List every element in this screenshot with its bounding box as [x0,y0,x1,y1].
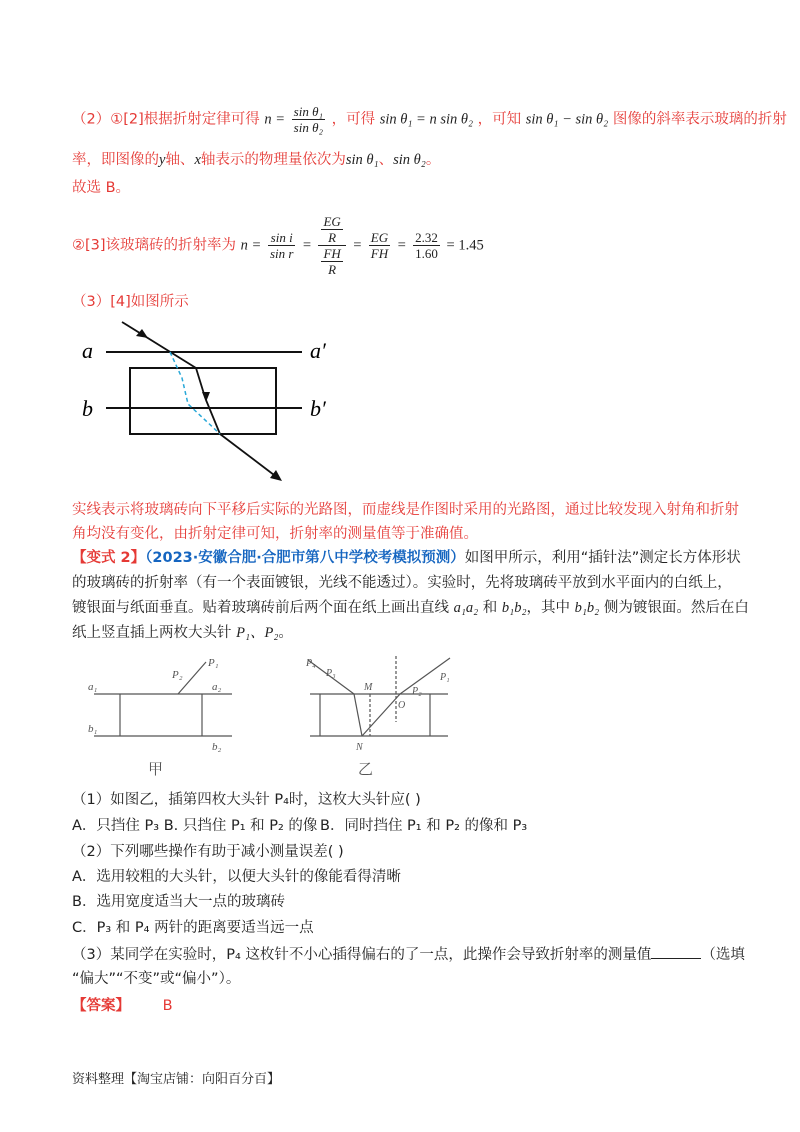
svg-text:O: O [398,700,406,711]
question-2: （2）下列哪些操作有助于减小测量误差( ) [72,844,344,860]
q3-answer-blank [651,944,701,959]
glass-block [130,368,276,434]
svg-text:N: N [356,742,363,753]
label-a-prime: a′ [310,338,326,363]
fraction-eg-fh: $\frac{EG}{FH}$ [370,230,389,261]
refraction-diagram [70,318,330,490]
answer-row [72,996,173,1016]
figure-yi [300,652,460,778]
figure-jia [84,652,244,778]
explain-line-1: 实线表示将玻璃砖向下平移后实际的光路图，而虚线是作图时采用的光路图，通过比较发现入射角和折射 [72,502,739,518]
label-a: a [82,338,93,363]
q1-option-b: B．同时挡住 P₁ 和 P₂ 的像和 P₃ [320,818,528,834]
fraction-values: $\frac{2.32}{1.60}$ [415,230,438,261]
svg-text:P₂: P₂ [172,669,183,681]
svg-text:P₂: P₂ [412,686,422,697]
q2-option-c: C．P₃ 和 P₄ 两针的距离要适当远一点 [72,920,314,936]
dashed-construction-ray [170,352,220,434]
fraction-compound: $\frac{\frac{EG}{R}}{\frac{FH}{R}}$ [318,214,345,277]
explain-line-2: 角均没有变化，由折射定律可知，折射率的测量值等于准确值。 [72,526,478,542]
answer-index-line: ②[3]该玻璃砖的折射率为 n = $\frac{\text{sin i}}{\text{sin r}}$ = $\frac{\frac{EG}{R}}{\frac{FH}{R}}$ = $\frac{EG}{FH}$ = $\frac{2.32}{1.60}$ = 1.45 [72,214,484,277]
svg-text:a₂: a₂ [212,681,222,693]
svg-text:P₃: P₃ [326,668,336,679]
q2-option-a: A．选用较粗的大头针，以便大头针的像能看得清晰 [72,869,401,885]
variant-line-2: 的玻璃砖的折射率（有一个表面镀银，光线不能透过）。实验时，先将玻璃砖平放到水平面内的白纸上， [72,575,732,591]
formula-n: n = [264,111,286,128]
svg-text:b₂: b₂ [212,741,222,753]
incident-ray [122,322,196,368]
answer-line-1: （2）①[2]根据折射定律可得 n = $\frac{\text{sin θ₁}}{\text{sin θ₂}}$ ，可得 sin θ₁ = n sin θ₂ ，可知 sin θ₁ − sin θ₂ 图像的斜率表示玻璃的折射 [72,104,787,135]
question-3-line-2: “偏大”“不变”或“偏小”）。 [72,971,241,987]
svg-text:b₁: b₁ [88,723,98,735]
fraction-sin-ratio: $\frac{\text{sin θ₁}}{\text{sin θ₂}}$ [293,104,323,135]
svg-text:M: M [364,682,373,693]
formula-graph: sin θ₁ − sin θ₂ [525,111,609,128]
formula-snell: sin θ₁ = n sin θ₂ [379,111,474,128]
variant-source: （2023·安徽合肥·合肥市第八中学校考模拟预测） [145,550,465,566]
answer-line-2: 率，即图像的y轴、x轴表示的物理量依次为sin θ₁、sin θ₂。 [72,152,441,168]
answer-tag: 【答案】 [72,998,130,1014]
arrow-emergent [270,470,282,481]
svg-text:P₄: P₄ [306,658,316,669]
answer-choose: 故选 B。 [72,180,131,196]
page-footer: 资料整理【淘宝店铺：向阳百分百】 [72,1072,281,1087]
q1-option-a: A．只挡住 P₃ B. 只挡住 P₁ 和 P₂ 的像 [72,818,318,834]
arrow-incident [136,329,148,338]
svg-text:a₁: a₁ [88,681,98,693]
variant-line-1: 【变式 2】（2023·安徽合肥·合肥市第八中学校考模拟预测）如图甲所示，利用“插针法”测定长方体形状 [72,550,741,566]
label-jia: 甲 [148,762,164,778]
question-1: （1）如图乙，插第四枚大头针 P₄时，这枚大头针应( ) [72,792,421,808]
svg-text:P₁: P₁ [208,657,219,669]
q2-option-b: B．选用宽度适当大一点的玻璃砖 [72,894,285,910]
label-b-prime: b′ [310,396,326,421]
answer-value: B [162,998,173,1014]
variant-line-3: 镀银面与纸面垂直。贴着玻璃砖前后两个面在纸上画出直线 a₁a₂ 和 b₁b₂，其中 b₁b₂ 侧为镀银面。然后在白 [72,600,749,616]
label-yi: 乙 [358,762,374,778]
variant-tag: 【变式 2】 [72,550,146,566]
question-3: （3）某同学在实验时，P₄ 这枚针不小心插得偏右的了一点，此操作会导致折射率的测量值 （选填 [72,944,745,965]
variant-line-4: 纸上竖直插上两枚大头针 P₁、P₂。 [72,625,293,641]
fraction-sini-sinr: $\frac{\text{sin i}}{\text{sin r}}$ [269,230,294,261]
label-b: b [82,396,93,421]
svg-text:P₁: P₁ [440,672,450,683]
answer-figure-label: （3）[4]如图所示 [72,294,189,310]
emergent-ray [220,434,278,478]
